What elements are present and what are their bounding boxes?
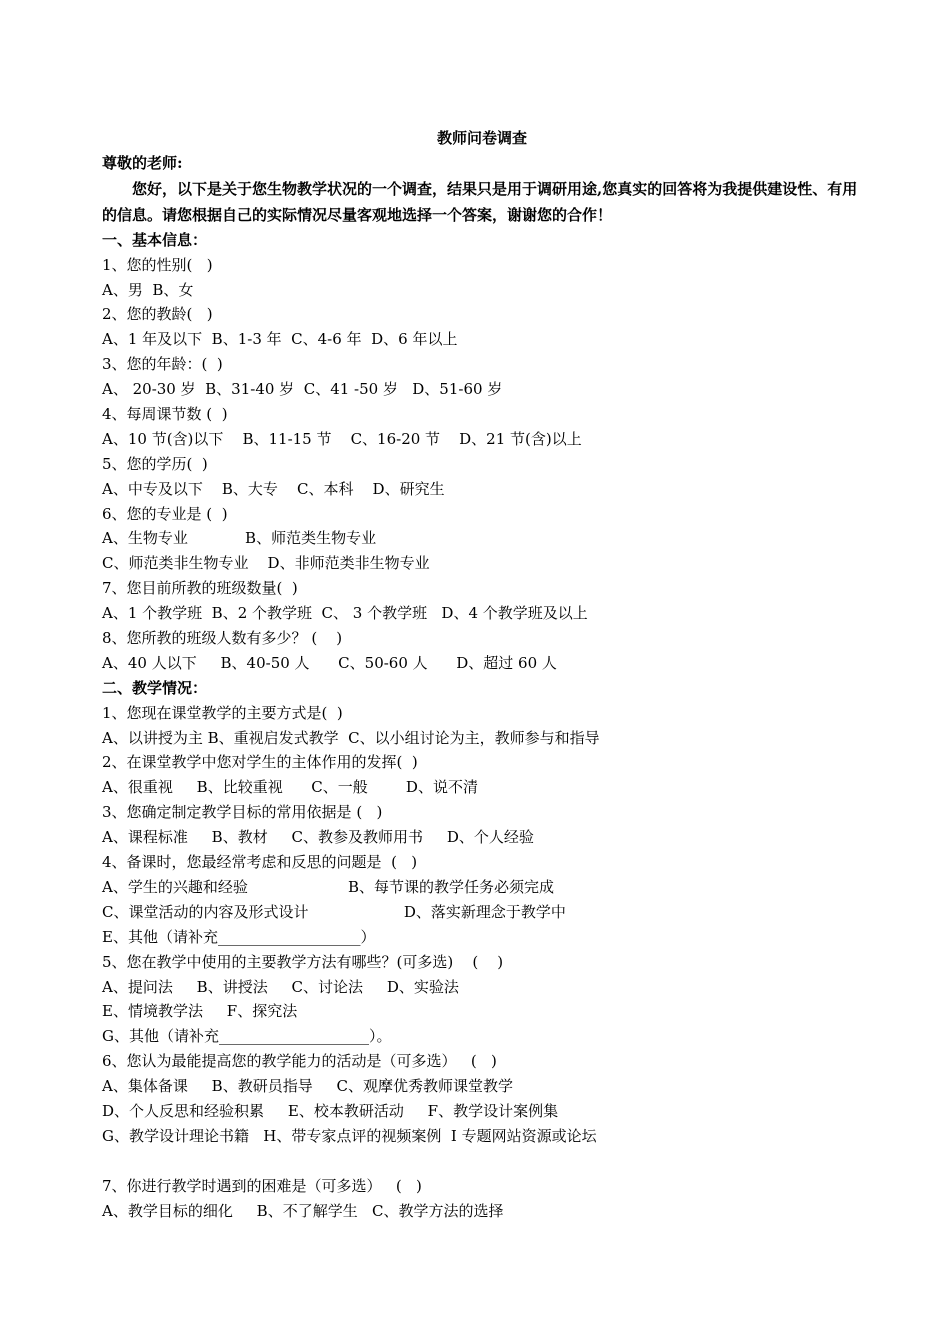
page-title: 教师问卷调查 <box>436 129 527 147</box>
options-line: A、课程标准 B、教材 C、教参及教师用书 D、个人经验 <box>102 828 534 847</box>
options-line: A、1 个教学班 B、2 个教学班 C、 3 个教学班 D、4 个教学班及以上 <box>102 604 588 623</box>
question-line: 1、您的性别( ) <box>102 255 213 274</box>
options-line: C、课堂活动的内容及形式设计 D、落实新理念于教学中 <box>102 902 566 921</box>
greeting: 尊敬的老师: <box>102 153 183 172</box>
question-line: 4、备课时，您最经常考虑和反思的问题是 ( ) <box>102 853 418 872</box>
questionnaire-page <box>102 126 862 1223</box>
intro-paragraph: 您好，以下是关于您生物教学状况的一个调查，结果只是用于调研用途,您真实的回答将为我提供建设性、有用的信息。请您根据自己的实际情况尽量客观地选择一个答案，谢谢您的合作！ <box>102 179 858 224</box>
options-line: A、教学目标的细化 B、不了解学生 C、教学方法的选择 <box>102 1201 504 1220</box>
options-line: G、其他（请补充____________________）。 <box>102 1027 392 1046</box>
question-line: 3、您的年龄：( ) <box>102 355 223 374</box>
options-line: A、中专及以下 B、大专 C、本科 D、研究生 <box>102 479 445 498</box>
blank-line <box>102 1149 862 1174</box>
section-heading-teaching: 二、教学情况： <box>102 678 208 697</box>
section-teaching <box>102 701 862 1224</box>
options-line: D、个人反思和经验积累 E、校本教研活动 F、教学设计案例集 <box>102 1101 559 1120</box>
question-line: 3、您确定制定教学目标的常用依据是 ( ) <box>102 803 383 822</box>
options-line: C、师范类非生物专业 D、非师范类非生物专业 <box>102 554 430 573</box>
options-line: A、提问法 B、讲授法 C、讨论法 D、实验法 <box>102 977 459 996</box>
options-line: E、情境教学法 F、探究法 <box>102 1002 298 1021</box>
options-line: A、10 节(含)以下 B、11-15 节 C、16-20 节 D、21 节(含)以上 <box>102 429 582 448</box>
question-line: 5、您的学历( ) <box>102 454 208 473</box>
options-line: A、1 年及以下 B、1-3 年 C、4-6 年 D、6 年以上 <box>102 330 458 349</box>
options-line: A、40 人以下 B、40-50 人 C、50-60 人 D、超过 60 人 <box>102 653 557 672</box>
question-line: 6、您认为最能提高您的教学能力的活动是（可多选） ( ) <box>102 1052 497 1071</box>
question-line: 2、您的教龄( ) <box>102 305 213 324</box>
options-line: E、其他（请补充___________________） <box>102 927 376 946</box>
options-line: A、学生的兴趣和经验 B、每节课的教学任务必须完成 <box>102 877 554 896</box>
question-line: 6、您的专业是 ( ) <box>102 504 228 523</box>
options-line: A、很重视 B、比较重视 C、一般 D、说不清 <box>102 778 478 797</box>
options-line: A、男 B、女 <box>102 280 194 299</box>
section-heading-basic-info: 一、基本信息： <box>102 230 208 249</box>
question-line: 7、你进行教学时遇到的困难是（可多选） ( ) <box>102 1176 422 1195</box>
options-line: A、集体备课 B、教研员指导 C、观摩优秀教师课堂教学 <box>102 1077 514 1096</box>
question-line: 1、您现在课堂教学的主要方式是( ) <box>102 703 343 722</box>
options-line: A、 20-30 岁 B、31-40 岁 C、41 -50 岁 D、51-60 岁 <box>102 380 503 399</box>
section-basic-info <box>102 253 862 676</box>
question-line: 8、您所教的班级人数有多少？ ( ) <box>102 629 343 648</box>
question-line: 7、您目前所教的班级数量( ) <box>102 579 298 598</box>
question-line: 5、您在教学中使用的主要教学方法有哪些？(可多选) ( ) <box>102 952 504 971</box>
options-line: A、生物专业 B、师范类生物专业 <box>102 529 377 548</box>
options-line: G、教学设计理论书籍 H、带专家点评的视频案例 I 专题网站资源或论坛 <box>102 1126 597 1145</box>
question-line: 4、每周课节数 ( ) <box>102 405 228 424</box>
question-line: 2、在课堂教学中您对学生的主体作用的发挥( ) <box>102 753 418 772</box>
options-line: A、以讲授为主 B、重视启发式教学 C、以小组讨论为主，教师参与和指导 <box>102 728 600 747</box>
